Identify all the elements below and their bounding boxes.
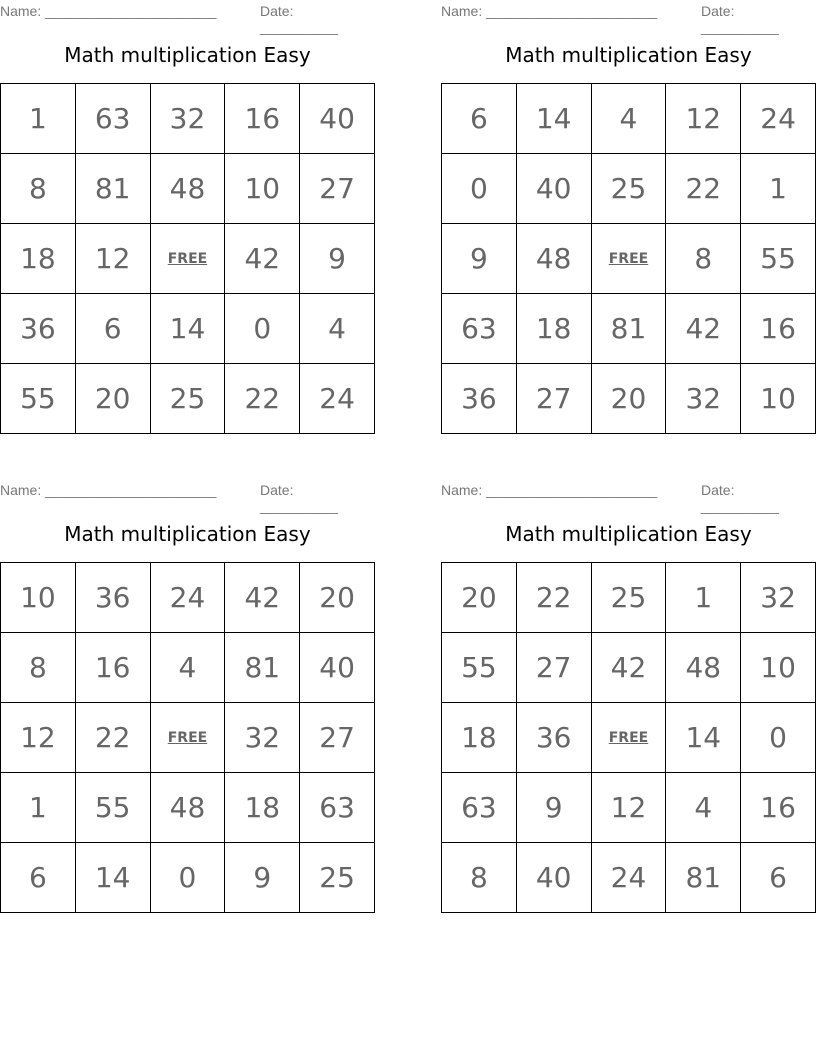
date-field-label: Date: __________	[260, 482, 338, 514]
grid-row	[442, 563, 816, 633]
card-title: Math multiplication Easy	[64, 43, 311, 67]
bingo-grid	[441, 83, 816, 434]
grid-cell: 27	[300, 703, 375, 773]
grid-row	[1, 364, 375, 434]
grid-cell: 6	[75, 294, 150, 364]
grid-cell: 16	[75, 633, 150, 703]
grid-row	[1, 773, 375, 843]
grid-cell: 12	[75, 224, 150, 294]
grid-cell: 27	[300, 154, 375, 224]
grid-row	[1, 563, 375, 633]
grid-cell: 40	[516, 154, 591, 224]
grid-cell: 18	[225, 773, 300, 843]
grid-cell: 22	[516, 563, 591, 633]
grid-cell: 8	[1, 154, 76, 224]
grid-cell: 32	[741, 563, 816, 633]
grid-cell: 16	[225, 84, 300, 154]
grid-cell: 63	[300, 773, 375, 843]
name-field-label: Name: ______________________	[441, 3, 658, 19]
grid-cell: 6	[741, 843, 816, 913]
free-space-cell: FREE	[150, 224, 225, 294]
grid-cell: 0	[225, 294, 300, 364]
grid-cell: 48	[666, 633, 741, 703]
grid-cell: 16	[741, 294, 816, 364]
grid-cell: 18	[516, 294, 591, 364]
grid-row	[1, 633, 375, 703]
card-title: Math multiplication Easy	[64, 522, 311, 546]
grid-cell: 25	[300, 843, 375, 913]
grid-cell: 8	[1, 633, 76, 703]
grid-cell: 81	[591, 294, 666, 364]
grid-cell: 14	[150, 294, 225, 364]
grid-cell: 9	[300, 224, 375, 294]
grid-cell: 0	[442, 154, 517, 224]
grid-cell: 18	[1, 224, 76, 294]
grid-cell: 32	[225, 703, 300, 773]
grid-cell: 20	[300, 563, 375, 633]
grid-cell: 24	[741, 84, 816, 154]
grid-row	[442, 633, 816, 703]
grid-cell: 4	[300, 294, 375, 364]
grid-cell: 81	[666, 843, 741, 913]
grid-row	[1, 843, 375, 913]
grid-cell: 1	[741, 154, 816, 224]
grid-row	[442, 364, 816, 434]
grid-cell: 0	[741, 703, 816, 773]
name-field-label: Name: ______________________	[0, 482, 217, 498]
date-field-label: Date: __________	[701, 3, 779, 35]
grid-row	[442, 703, 816, 773]
grid-cell: 10	[225, 154, 300, 224]
grid-row	[442, 224, 816, 294]
grid-cell: 25	[591, 563, 666, 633]
grid-cell: 20	[75, 364, 150, 434]
grid-cell: 81	[225, 633, 300, 703]
grid-cell: 9	[225, 843, 300, 913]
grid-cell: 63	[75, 84, 150, 154]
card-title: Math multiplication Easy	[505, 522, 752, 546]
grid-cell: 48	[150, 154, 225, 224]
date-field-label: Date: __________	[701, 482, 779, 514]
free-space-cell: FREE	[150, 703, 225, 773]
free-space-cell: FREE	[591, 224, 666, 294]
grid-cell: 12	[1, 703, 76, 773]
grid-cell: 14	[516, 84, 591, 154]
name-field-label: Name: ______________________	[441, 482, 658, 498]
grid-cell: 6	[1, 843, 76, 913]
grid-row	[442, 294, 816, 364]
grid-cell: 55	[741, 224, 816, 294]
grid-cell: 14	[666, 703, 741, 773]
grid-cell: 24	[150, 563, 225, 633]
grid-cell: 24	[300, 364, 375, 434]
card-header	[441, 0, 816, 35]
grid-cell: 12	[666, 84, 741, 154]
grid-cell: 40	[300, 84, 375, 154]
grid-cell: 27	[516, 364, 591, 434]
grid-cell: 4	[591, 84, 666, 154]
grid-cell: 81	[75, 154, 150, 224]
grid-row	[1, 224, 375, 294]
grid-cell: 8	[666, 224, 741, 294]
card-header	[0, 0, 375, 35]
grid-cell: 27	[516, 633, 591, 703]
grid-cell: 22	[225, 364, 300, 434]
grid-cell: 20	[591, 364, 666, 434]
grid-cell: 25	[591, 154, 666, 224]
grid-cell: 1	[1, 773, 76, 843]
grid-cell: 22	[75, 703, 150, 773]
grid-cell: 14	[75, 843, 150, 913]
grid-cell: 10	[741, 364, 816, 434]
grid-cell: 55	[1, 364, 76, 434]
grid-cell: 25	[150, 364, 225, 434]
grid-cell: 42	[225, 563, 300, 633]
card-header	[441, 479, 816, 514]
grid-cell: 48	[150, 773, 225, 843]
grid-cell: 9	[442, 224, 517, 294]
grid-cell: 32	[150, 84, 225, 154]
grid-cell: 16	[741, 773, 816, 843]
grid-cell: 48	[516, 224, 591, 294]
date-field-label: Date: __________	[260, 3, 338, 35]
grid-cell: 55	[442, 633, 517, 703]
grid-cell: 1	[666, 563, 741, 633]
grid-cell: 4	[150, 633, 225, 703]
bingo-grid	[0, 562, 375, 913]
grid-cell: 36	[442, 364, 517, 434]
grid-cell: 36	[1, 294, 76, 364]
grid-cell: 8	[442, 843, 517, 913]
grid-cell: 24	[591, 843, 666, 913]
grid-cell: 10	[741, 633, 816, 703]
grid-cell: 40	[516, 843, 591, 913]
grid-cell: 42	[225, 224, 300, 294]
grid-cell: 20	[442, 563, 517, 633]
grid-cell: 6	[442, 84, 517, 154]
grid-row	[442, 773, 816, 843]
card-header	[0, 479, 375, 514]
grid-cell: 18	[442, 703, 517, 773]
name-field-label: Name: ______________________	[0, 3, 217, 19]
grid-cell: 63	[442, 294, 517, 364]
grid-cell: 32	[666, 364, 741, 434]
grid-row	[442, 843, 816, 913]
grid-cell: 36	[75, 563, 150, 633]
grid-cell: 22	[666, 154, 741, 224]
grid-cell: 63	[442, 773, 517, 843]
grid-cell: 9	[516, 773, 591, 843]
grid-row	[1, 294, 375, 364]
grid-cell: 4	[666, 773, 741, 843]
grid-cell: 12	[591, 773, 666, 843]
bingo-grid	[441, 562, 816, 913]
grid-row	[1, 84, 375, 154]
grid-cell: 55	[75, 773, 150, 843]
grid-cell: 42	[591, 633, 666, 703]
grid-cell: 36	[516, 703, 591, 773]
grid-cell: 10	[1, 563, 76, 633]
grid-cell: 42	[666, 294, 741, 364]
free-space-cell: FREE	[591, 703, 666, 773]
bingo-grid	[0, 83, 375, 434]
grid-row	[1, 703, 375, 773]
card-title: Math multiplication Easy	[505, 43, 752, 67]
grid-cell: 40	[300, 633, 375, 703]
grid-row	[1, 154, 375, 224]
grid-cell: 0	[150, 843, 225, 913]
grid-row	[442, 154, 816, 224]
grid-cell: 1	[1, 84, 76, 154]
grid-row	[442, 84, 816, 154]
